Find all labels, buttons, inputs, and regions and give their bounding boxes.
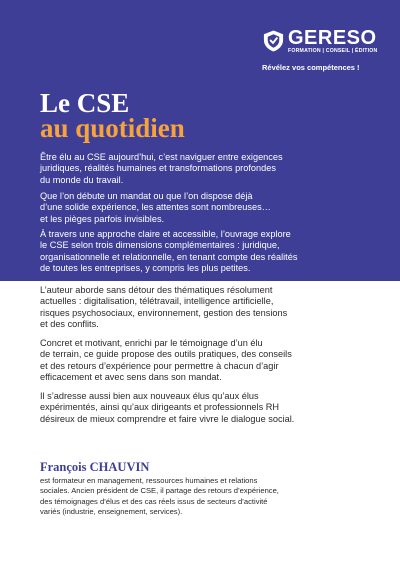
text-line: et les pièges parfois invisibles.	[40, 213, 165, 224]
text-line: expérimentés, ainsi qu’aux dirigeants et professionnels RH	[40, 402, 280, 413]
intro-paragraph-3	[40, 229, 364, 275]
text-line: et des conflits.	[40, 319, 99, 330]
text-line: est formateur en management, ressources humaines et relations	[40, 476, 258, 485]
text-line: Être élu au CSE aujourd’hui, c’est naviguer entre exigences	[40, 152, 283, 162]
text-line: risques psychosociaux, environnement, gestion des tensions	[40, 307, 288, 318]
body-paragraph-2	[40, 338, 364, 384]
text-line: organisationnelle et relationnelle, en tenant compte des réalités	[40, 251, 298, 262]
text-line: efficacement et avec sens dans son mandat.	[40, 372, 222, 383]
text-line: le CSE selon trois dimensions complémentaires : juridique,	[40, 240, 280, 251]
text-line: À travers une approche claire et accessible, l’ouvrage explore	[40, 229, 291, 239]
text-line: actuelles : digitalisation, télétravail, intelligence artificielle,	[40, 296, 274, 307]
brand-name: GERESO	[288, 27, 377, 49]
author-bio	[40, 476, 340, 518]
text-line: juridiques, réalités humaines et transformations profondes	[40, 163, 276, 174]
text-line: et des retours d’expérience pour permettre à chacun d’agir	[40, 360, 279, 371]
body-paragraph-1	[40, 285, 364, 331]
brand-subtitle: FORMATION | CONSEIL | ÉDITION	[288, 48, 378, 54]
text-line: Concret et motivant, enrichi par le témoignage d’un élu	[40, 338, 263, 348]
body-paragraph-3	[40, 391, 364, 425]
brand-tagline: Révélez vos compétences !	[262, 63, 360, 72]
text-line: variés (industrie, enseignement, services).	[40, 507, 183, 517]
text-line: d’une solide expérience, les attentes sont nombreuses…	[40, 202, 271, 213]
book-title-line-2: au quotidien	[40, 113, 185, 143]
text-line: des témoignages d’élus et des cas réels issus de secteurs d’activité	[40, 496, 268, 506]
text-line: Il s’adresse aussi bien aux nouveaux élus qu’aux élus	[40, 391, 259, 401]
author-last-name: CHAUVIN	[89, 460, 150, 474]
text-line: de toutes les entreprises, y compris les plus petites.	[40, 263, 251, 274]
text-line: du monde du travail.	[40, 174, 124, 185]
author-name	[40, 460, 149, 475]
intro-paragraph-2	[40, 191, 364, 225]
author-first-name: François	[40, 460, 87, 474]
text-line: sociales. Ancien président de CSE, il partage des retours d’expérience,	[40, 486, 279, 496]
shield-icon	[262, 29, 285, 53]
text-line: L’auteur aborde sans détour des thématiques résolument	[40, 285, 273, 295]
text-line: de terrain, ce guide propose des outils pratiques, des conseils	[40, 349, 292, 360]
gereso-logo	[262, 27, 378, 57]
text-line: désireux de mieux comprendre et faire vivre le dialogue social.	[40, 413, 295, 424]
intro-paragraph-1	[40, 152, 364, 186]
text-line: Que l’on débute un mandat ou que l’on dispose déjà	[40, 191, 253, 201]
book-title-line-1: Le CSE	[40, 88, 130, 118]
